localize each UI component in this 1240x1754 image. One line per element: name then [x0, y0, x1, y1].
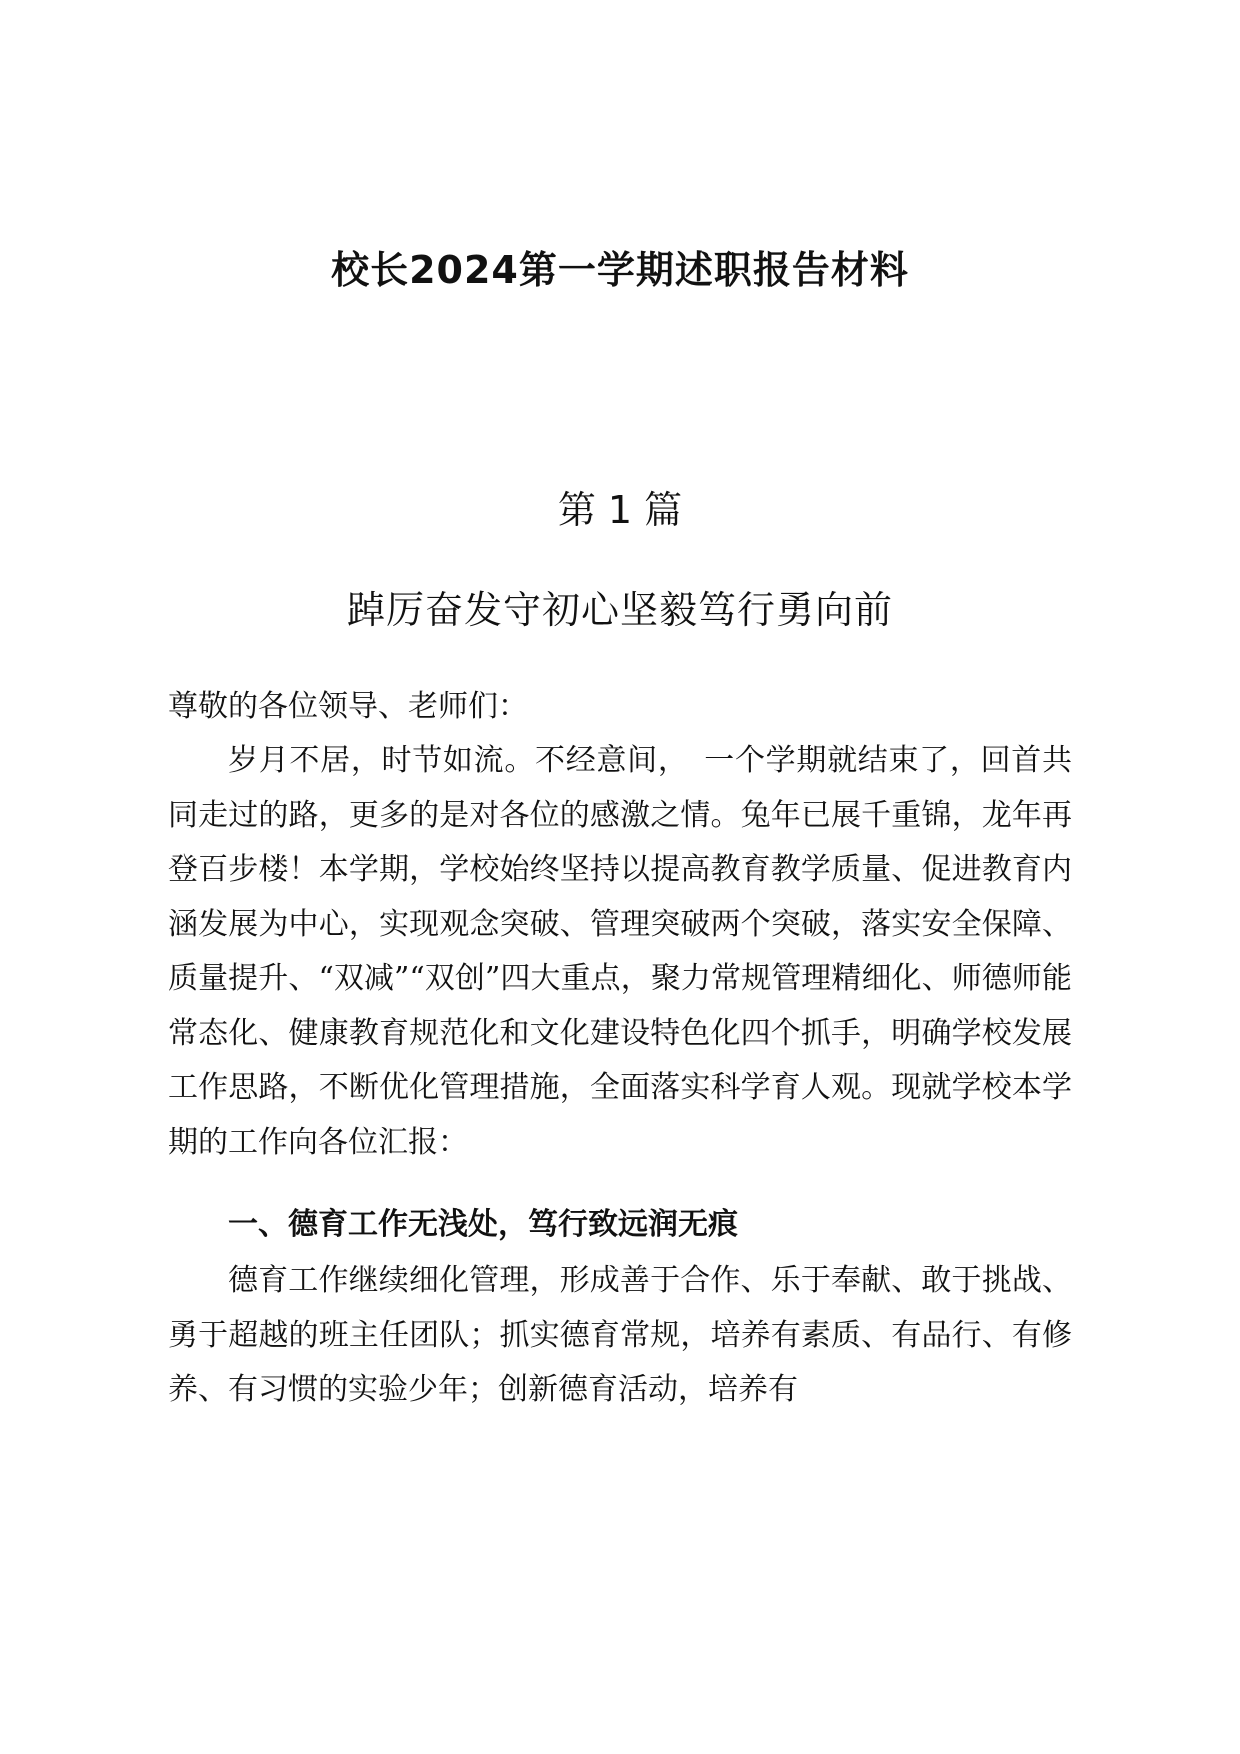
chapter-label: 第 1 篇 [557, 488, 683, 532]
salutation: 尊敬的各位领导、老师们： [168, 689, 528, 724]
chapter-title: 踔厉奋发守初心坚毅笃行勇向前 [346, 588, 893, 632]
paragraph-moral-education: 德育工作继续细化管理，形成善于合作、乐于奉献、敢于挑战、勇于超越的班主任团队；抓实德育常规，培养有素质、有品行、有修养、有习惯的实验少年；创新德育活动，培养有 [168, 1263, 1072, 1407]
paragraph-intro: 岁月不居，时节如流。不经意间， 一个学期就结束了，回首共同走过的路，更多的是对各位的感激之情。兔年已展千重锦，龙年再登百步楼！本学期，学校始终坚持以提高教育教学质量、促进教育内涵发展为中心，实现观念突破、管理突破两个突破，落实安全保障、质量提升、“双减”“双创”四大重点，聚力常规管理精细化、师德师能常态化、健康教育规范化和文化建设特色化四个抓手，明确学校发展工作思路，不断优化管理措施，全面落实科学育人观。现就学校本学期的工作向各位汇报： [168, 743, 1072, 1160]
document-title: 校长2024第一学期述职报告材料 [331, 248, 909, 292]
section-heading: 一、德育工作无浅处，笃行致远润无痕 [228, 1207, 738, 1242]
